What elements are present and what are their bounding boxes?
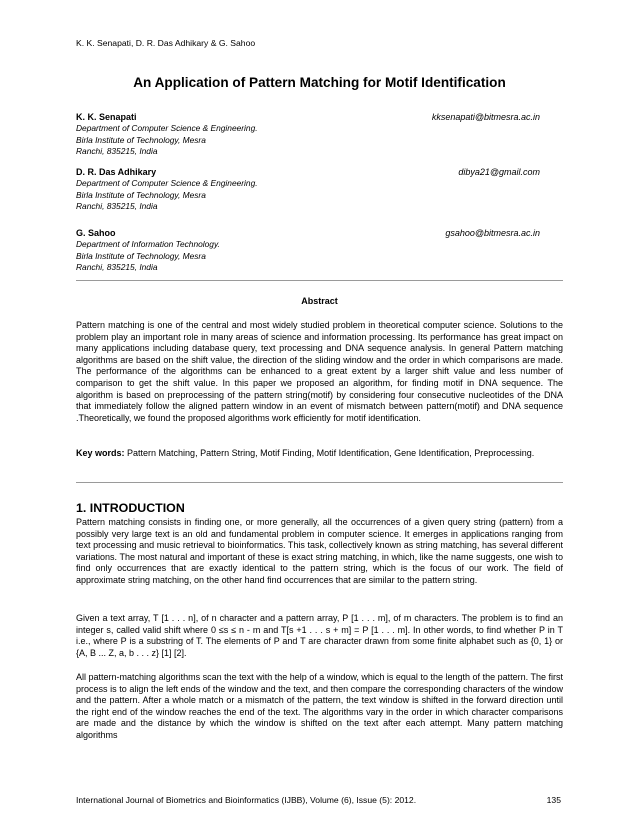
author-affiliation-dept: Department of Computer Science & Engineering. <box>76 123 258 133</box>
keywords-list: Pattern Matching, Pattern String, Motif Finding, Motif Identification, Gene Identification, Preprocessing. <box>127 448 535 458</box>
keywords-label: Key words: <box>76 448 125 458</box>
author-affiliation-location: Ranchi, 835215, India <box>76 201 158 212</box>
author-block <box>76 111 563 158</box>
abstract-heading: Abstract <box>301 296 338 306</box>
paper-page <box>76 0 563 826</box>
author-affiliation-location: Ranchi, 835215, India <box>76 262 158 273</box>
author-block <box>76 166 563 213</box>
section-heading: 1. INTRODUCTION <box>76 501 185 515</box>
body-paragraph: Pattern matching consists in finding one, or more generally, all the occurrences of a given query string (pattern) from a possibly very large text is an old and fundamental problem in computer science. It emerges in applications ranging from text processing and music retrieval to bioinformatics. This task, collectively known as string matching, has several different variations. The most natural and important of these is exact string matching, in which, like the name suggests, one wish to find only occurrences that are exactly identical to the pattern string, which is the focus of our work. The field of approximate string matching, on the other hand find occurrences that are similar to the pattern string. <box>76 517 563 585</box>
body-paragraph: All pattern-matching algorithms scan the text with the help of a window, which is equal to the length of the pattern. The first process is to align the left ends of the window and the text, and then compare the corresponding characters of the window and the pattern. After a whole match or a mismatch of the pattern, the text window is shifted in the forward direction until the right end of the window reaches the end of the text. The algorithms vary in the order in which character comparisons are made and the distance by which the window is shifted on the text after each attempt. Many pattern matching algorithms <box>76 672 563 740</box>
author-email[interactable]: gsahoo@bitmesra.ac.in <box>445 228 540 238</box>
author-email[interactable]: dibya21@gmail.com <box>458 167 540 177</box>
author-affiliation-location: Ranchi, 835215, India <box>76 146 158 157</box>
paper-title: An Application of Pattern Matching for Motif Identification <box>133 75 506 90</box>
author-email[interactable]: kksenapati@bitmesra.ac.in <box>431 112 540 122</box>
author-name: K. K. Senapati <box>76 112 137 122</box>
author-affiliation-dept: Department of Information Technology. <box>76 239 220 249</box>
author-affiliation-dept: Department of Computer Science & Engineering. <box>76 178 258 188</box>
author-name: D. R. Das Adhikary <box>76 167 157 177</box>
author-block <box>76 227 563 274</box>
keywords <box>76 448 563 460</box>
author-affiliation-institute: Birla Institute of Technology, Mesra <box>76 189 206 200</box>
divider <box>76 280 563 281</box>
divider <box>76 482 563 483</box>
journal-citation: International Journal of Biometrics and Bioinformatics (IJBB), Volume (6), Issue (5): 2012. <box>76 795 417 805</box>
author-name: G. Sahoo <box>76 228 116 238</box>
body-paragraph: Given a text array, T [1 . . . n], of n character and a pattern array, P [1 . . . m], of m characters. The problem is to find an integer s, called valid shift where 0 ≤s ≤ n - m and T[s +1 . . . s + m] = P [1 . . . m]. In other words, to find whether P in T i.e., where P is a substring of T. The elements of P and T are character drawn from some finite alphabet such as {0, 1} or {A, B ... Z, a, b . . . z} [1] [2]. <box>76 613 563 658</box>
page-footer <box>76 795 563 805</box>
author-affiliation-institute: Birla Institute of Technology, Mesra <box>76 134 206 145</box>
page-number: 135 <box>546 795 561 805</box>
running-head: K. K. Senapati, D. R. Das Adhikary & G. Sahoo <box>76 38 256 48</box>
abstract-text: Pattern matching is one of the central and most widely studied problem in theoretical computer science. Solutions to the problem play an important role in many areas of science and information processing. Its performance has great impact on many applications including database query, text processing and DNA sequence analysis. In general Pattern matching algorithms are based on the shift value, the direction of the sliding window and the order in which comparisons are made. The performance of the algorithms can be enhanced to a great extent by a larger shift value and less number of comparison to get the shift value. In this paper we proposed an algorithm, for finding motif in DNA sequence. The algorithm is based on preprocessing of the pattern string(motif) by considering four consecutive nucleotides of the DNA that immediately follow the aligned pattern window in an event of mismatch between pattern(motif) and DNA sequence .Theoretically, we found the proposed algorithms work efficiently for motif identification. <box>76 320 563 423</box>
author-affiliation-institute: Birla Institute of Technology, Mesra <box>76 250 206 261</box>
